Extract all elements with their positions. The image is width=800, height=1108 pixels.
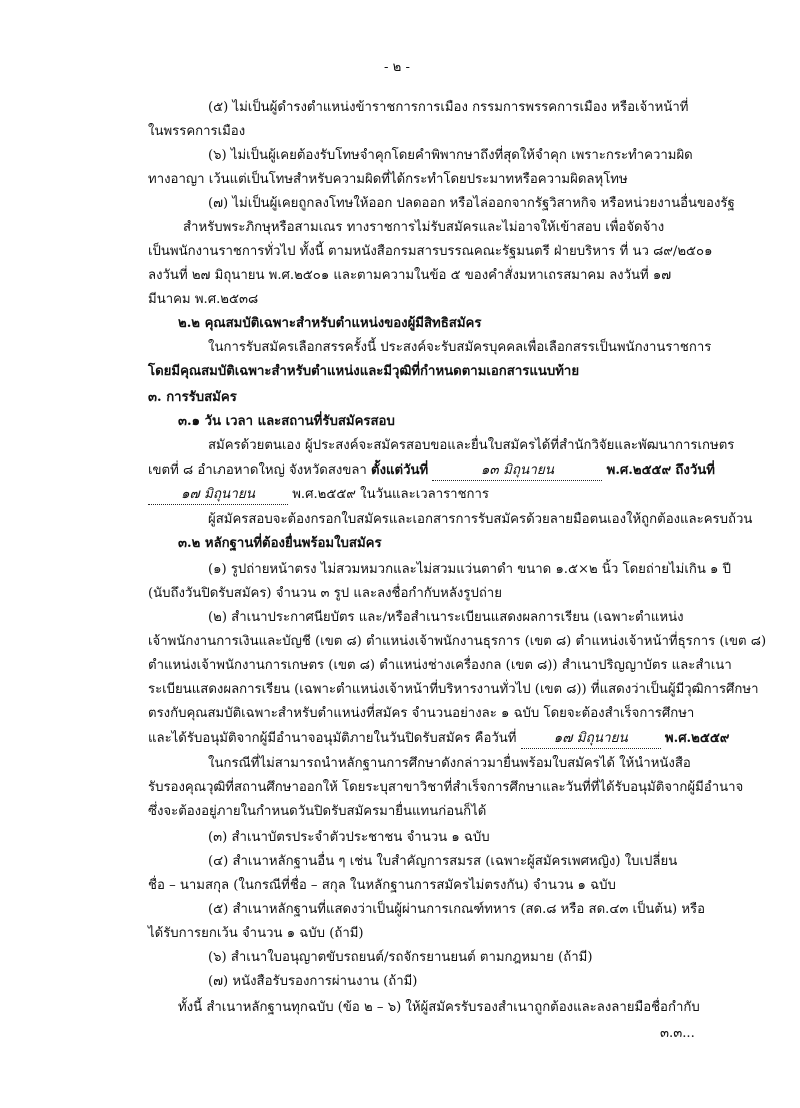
doc-5-line-1: (๕) สำเนาหลักฐานที่แสดงว่าเป็นผู้ผ่านการเกณฑ์ทหาร (สด.๘ หรือ สด.๔๓ เป็นต้น) หรือ (208, 902, 706, 917)
item-7-line-2: สำหรับพระภิกษุหรือสามเณร ทางราชการไม่รับสมัครและไม่อาจให้เข้าสอบ เพื่อจัดจ้าง (183, 220, 665, 235)
location-text: เขตที่ ๘ อำเภอหาดใหญ่ จังหวัดสงขลา (148, 463, 367, 478)
item-7-line-5: มีนาคม พ.ศ.๒๕๓๘ (148, 292, 259, 307)
doc-3: (๓) สำเนาบัตรประจำตัวประชาชน จำนวน ๑ ฉบับ (208, 830, 490, 845)
section-2-2-para-1: ในการรับสมัครเลือกสรรครั้งนี้ ประสงค์จะรับสมัครบุคคลเพื่อเลือกสรรเป็นพนักงานราชการ (208, 340, 712, 355)
doc-6: (๖) สำเนาใบอนุญาตขับรถยนต์/รถจักรยานยนต์ ตามกฎหมาย (ถ้ามี) (208, 950, 593, 965)
doc-2-line-2: เจ้าพนักงานการเงินและบัญชี (เขต ๘) ตำแหน่งเจ้าพนักงานธุรการ (เขต ๘) ตำแหน่งเจ้าหน้าที่ธุรการ (เขต ๘) (148, 634, 767, 649)
item-5-line-1: (๕) ไม่เป็นผู้ดำรงตำแหน่งข้าราชการการเมือง กรรมการพรรคการเมือง หรือเจ้าหน้าที่ (208, 100, 689, 115)
closing-date-text: และได้รับอนุมัติจากผู้มีอำนาจอนุมัติภายในวันปิดรับสมัคร คือวันที่ (148, 731, 517, 746)
doc-2-line-4: ระเบียนแสดงผลการเรียน (เฉพาะตำแหน่งเจ้าหน้าที่บริหารงานทั่วไป (เขต ๘)) ที่แสดงว่าเป็นผู้มีวุฒิการศึกษา (148, 682, 759, 697)
start-year: พ.ศ.๒๕๕๙ (606, 463, 672, 478)
end-date-handwritten: ๑๗ มิถุนายน (148, 484, 288, 505)
start-date-handwritten: ๑๓ มิถุนายน (432, 460, 602, 481)
closing-date-handwritten: ๑๗ มิถุนายน (521, 728, 661, 749)
note-line-2: รับรองคุณวุฒิที่สถานศึกษาออกให้ โดยระบุสาขาวิชาที่สำเร็จการศึกษาและวันที่ที่ได้รับอนุมัติจากผู้มีอำนาจ (148, 780, 744, 795)
doc-1-line-1: (๑) รูปถ่ายหน้าตรง ไม่สวมหมวกและไม่สวมแว่นตาดำ ขนาด ๑.๕×๒ นิ้ว โดยถ่ายไม่เกิน ๑ ปี (208, 562, 731, 577)
to-date-label: ถึงวันที่ (675, 463, 715, 478)
closing-year: พ.ศ.๒๕๕๙ (664, 731, 730, 746)
doc-4-line-2: ชื่อ – นามสกุล (ในกรณีที่ชื่อ – สกุล ในหลักฐานการสมัครไม่ตรงกัน) จำนวน ๑ ฉบับ (148, 878, 616, 893)
page-number: - ๒ - (384, 60, 410, 75)
doc-7: (๗) หนังสือรับรองการผ่านงาน (ถ้ามี) (208, 974, 418, 989)
item-7-line-3: เป็นพนักงานราชการทั่วไป ทั้งนี้ ตามหนังสือกรมสารบรรณคณะรัฐมนตรี ฝ่ายบริหาร ที่ นว ๘๙/๒๕๐๑ (148, 244, 713, 259)
continuation-marker: ๓.๓... (660, 1026, 695, 1041)
doc-2-line-6 (148, 728, 729, 749)
end-year-and-hours: พ.ศ.๒๕๕๙ ในวันและเวลาราชการ (292, 487, 490, 502)
section-3-1-para-2 (148, 460, 715, 481)
doc-1-line-2: (นับถึงวันปิดรับสมัคร) จำนวน ๓ รูป และลงชื่อกำกับหลังรูปถ่าย (148, 586, 502, 601)
section-3-1-para-1: สมัครด้วยตนเอง ผู้ประสงค์จะสมัครสอบขอและยื่นใบสมัครได้ที่สำนักวิจัยและพัฒนาการเกษตร (208, 438, 735, 453)
doc-2-line-3: ตำแหน่งเจ้าพนักงานการเกษตร (เขต ๘) ตำแหน่งช่างเครื่องกล (เขต ๘)) สำเนาปริญญาบัตร และสำเนา (148, 658, 732, 673)
section-2-2-para-2: โดยมีคุณสมบัติเฉพาะสำหรับตำแหน่งและมีวุฒิที่กำหนดตามเอกสารแนบท้าย (148, 364, 580, 379)
section-3-1-para-3: ผู้สมัครสอบจะต้องกรอกใบสมัครและเอกสารการรับสมัครด้วยลายมือตนเองให้ถูกต้องและครบถ้วน (208, 512, 753, 527)
note-line-1: ในกรณีที่ไม่สามารถนำหลักฐานการศึกษาดังกล่าวมายื่นพร้อมใบสมัครได้ ให้นำหนังสือ (208, 756, 691, 771)
doc-2-line-5: ตรงกับคุณสมบัติเฉพาะสำหรับตำแหน่งที่สมัคร จำนวนอย่างละ ๑ ฉบับ โดยจะต้องสำเร็จการศึกษา (148, 706, 695, 721)
note-line-3: ซึ่งจะต้องอยู่ภายในกำหนดวันปิดรับสมัครมายื่นแทนก่อนก็ได้ (148, 804, 487, 819)
section-2-2-heading: ๒.๒ คุณสมบัติเฉพาะสำหรับตำแหน่งของผู้มีสิทธิสมัคร (178, 316, 482, 331)
item-7-line-4: ลงวันที่ ๒๗ มิถุนายน พ.ศ.๒๕๐๑ และตามความในข้อ ๕ ของคำสั่งมหาเถรสมาคม ลงวันที่ ๑๗ (148, 268, 672, 283)
doc-2-line-1: (๒) สำเนาประกาศนียบัตร และ/หรือสำเนาระเบียนแสดงผลการเรียน (เฉพาะตำแหน่ง (208, 610, 684, 625)
from-date-label: ตั้งแต่วันที่ (371, 463, 429, 478)
section-3-2-heading: ๓.๒ หลักฐานที่ต้องยื่นพร้อมใบสมัคร (178, 536, 382, 551)
item-6-line-2: ทางอาญา เว้นแต่เป็นโทษสำหรับความผิดที่ได้กระทำโดยประมาทหรือความผิดลหุโทษ (148, 172, 628, 187)
item-7-line-1: (๗) ไม่เป็นผู้เคยถูกลงโทษให้ออก ปลดออก หรือไล่ออกจากรัฐวิสาหกิจ หรือหน่วยงานอื่นของรัฐ (208, 196, 735, 211)
section-3-1-heading: ๓.๑ วัน เวลา และสถานที่รับสมัครสอบ (178, 414, 395, 429)
item-6-line-1: (๖) ไม่เป็นผู้เคยต้องรับโทษจำคุกโดยคำพิพากษาถึงที่สุดให้จำคุก เพราะกระทำความผิด (208, 148, 693, 163)
closing-line: ทั้งนี้ สำเนาหลักฐานทุกฉบับ (ข้อ ๒ – ๖) ให้ผู้สมัครรับรองสำเนาถูกต้องและลงลายมือชื่อกำกับ (178, 1000, 700, 1015)
doc-5-line-2: ได้รับการยกเว้น จำนวน ๑ ฉบับ (ถ้ามี) (148, 926, 364, 941)
item-5-line-2: ในพรรคการเมือง (148, 124, 246, 139)
section-3-1-para-2-cont (148, 484, 489, 505)
section-3-heading: ๓. การรับสมัคร (148, 390, 237, 405)
doc-4-line-1: (๔) สำเนาหลักฐานอื่น ๆ เช่น ใบสำคัญการสมรส (เฉพาะผู้สมัครเพศหญิง) ใบเปลี่ยน (208, 854, 678, 869)
